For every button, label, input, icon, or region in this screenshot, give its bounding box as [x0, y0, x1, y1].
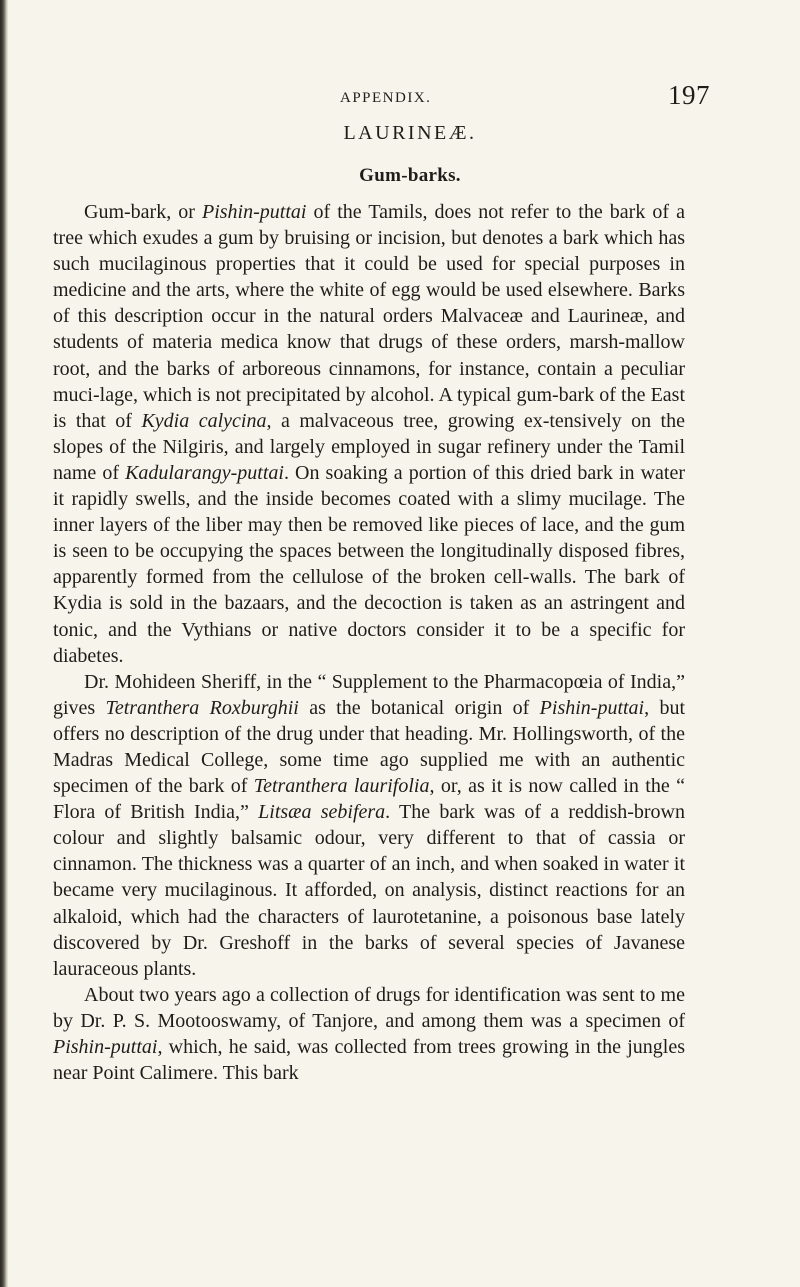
italic-term: Pishin-puttai — [53, 1036, 158, 1058]
text-run: . The bark was of a reddish-brown colour and slightly balsamic odour, very different to that of cassia or cinnamon. The thickness was a quarter of an inch, and when soaked in water it became very mucilaginous. It afforded, on analysis, distinct reactions for an alkaloid, which had the characters of laurotetanine, a poisonous base lately discovered by Dr. Greshoff in the barks of several species of Javanese lauraceous plants. — [53, 801, 685, 980]
paragraph — [53, 669, 685, 982]
subsection-title: Gum-barks. — [359, 165, 461, 186]
text-run: About two years ago a collection of drugs for identification was sent to me by Dr. P. S. Mootooswamy, of Tanjore, and among them was a specimen of — [53, 983, 685, 1032]
text-run: as the botanical origin of — [298, 696, 540, 719]
italic-term: Litsæa sebifera — [258, 801, 386, 824]
running-head — [0, 80, 800, 120]
page-binding-edge — [0, 0, 8, 1287]
italic-term: Pishin-puttai — [201, 201, 307, 223]
text-run: Dr. Mohideen Sheriff, in the “ Supplement to the Pharmacopœia of India,” gives — [53, 670, 685, 719]
body-text — [53, 199, 685, 1086]
text-run: Gum-bark, or — [84, 201, 202, 223]
text-run: , which, he said, was collected from trees growing in the jungles near Point Calimere. This bark — [53, 1036, 685, 1085]
italic-term: Pishin-puttai — [539, 696, 645, 719]
italic-term: Kadularangy-puttai — [125, 461, 284, 484]
text-run: , or, as it is now called in the “ Flora of British India,” — [53, 775, 686, 824]
text-run: , a malvaceous tree, growing ex-tensively on the slopes of the Nilgiris, and largely employed in sugar refinery under the Tamil name of — [53, 409, 685, 484]
text-run: of the Tamils, does not refer to the bark of a tree which exudes a gum by bruising or incision, but denotes a bark which has such mucilaginous properties that it could be used for special purposes in medicine and the arts, where the white of egg would be used elsewhere. Barks of this description occur in the natural orders Malvaceæ and Laurineæ, and students of materia medica know that drugs of these orders, marsh-mallow root, and the barks of arboreous cinnamons, for instance, contain a peculiar muci-lage, which is not precipitated by alcohol. A typical gum-bark of the East is that of — [53, 201, 685, 432]
text-run: . On soaking a portion of this dried bark in water it rapidly swells, and the inside becomes coated with a slimy mucilage. The inner layers of the liber may then be removed like pieces of lace, and the gum is seen to be occupying the spaces between the longitudinally disposed fibres, apparently formed from the cellulose of the broken cell-walls. The bark of Kydia is sold in the bazaars, and the decoction is taken as an astringent and tonic, and the Vythians or native doctors consider it to be a specific for diabetes. — [53, 461, 685, 667]
running-head-title: APPENDIX. — [340, 90, 432, 106]
paragraph — [53, 982, 685, 1086]
section-title: LAURINEÆ. — [343, 122, 477, 144]
italic-term: Kydia calycina — [141, 409, 267, 432]
paragraph — [53, 199, 685, 669]
text-run: , but offers no description of the drug under that heading. Mr. Hollingsworth, of the Madras Medical College, some time ago supplied me with an authentic specimen of the bark of — [53, 696, 686, 798]
page-number: 197 — [668, 80, 710, 110]
italic-term: Tetranthera Roxburghii — [105, 696, 299, 719]
italic-term: Tetranthera laurifolia — [253, 775, 430, 798]
